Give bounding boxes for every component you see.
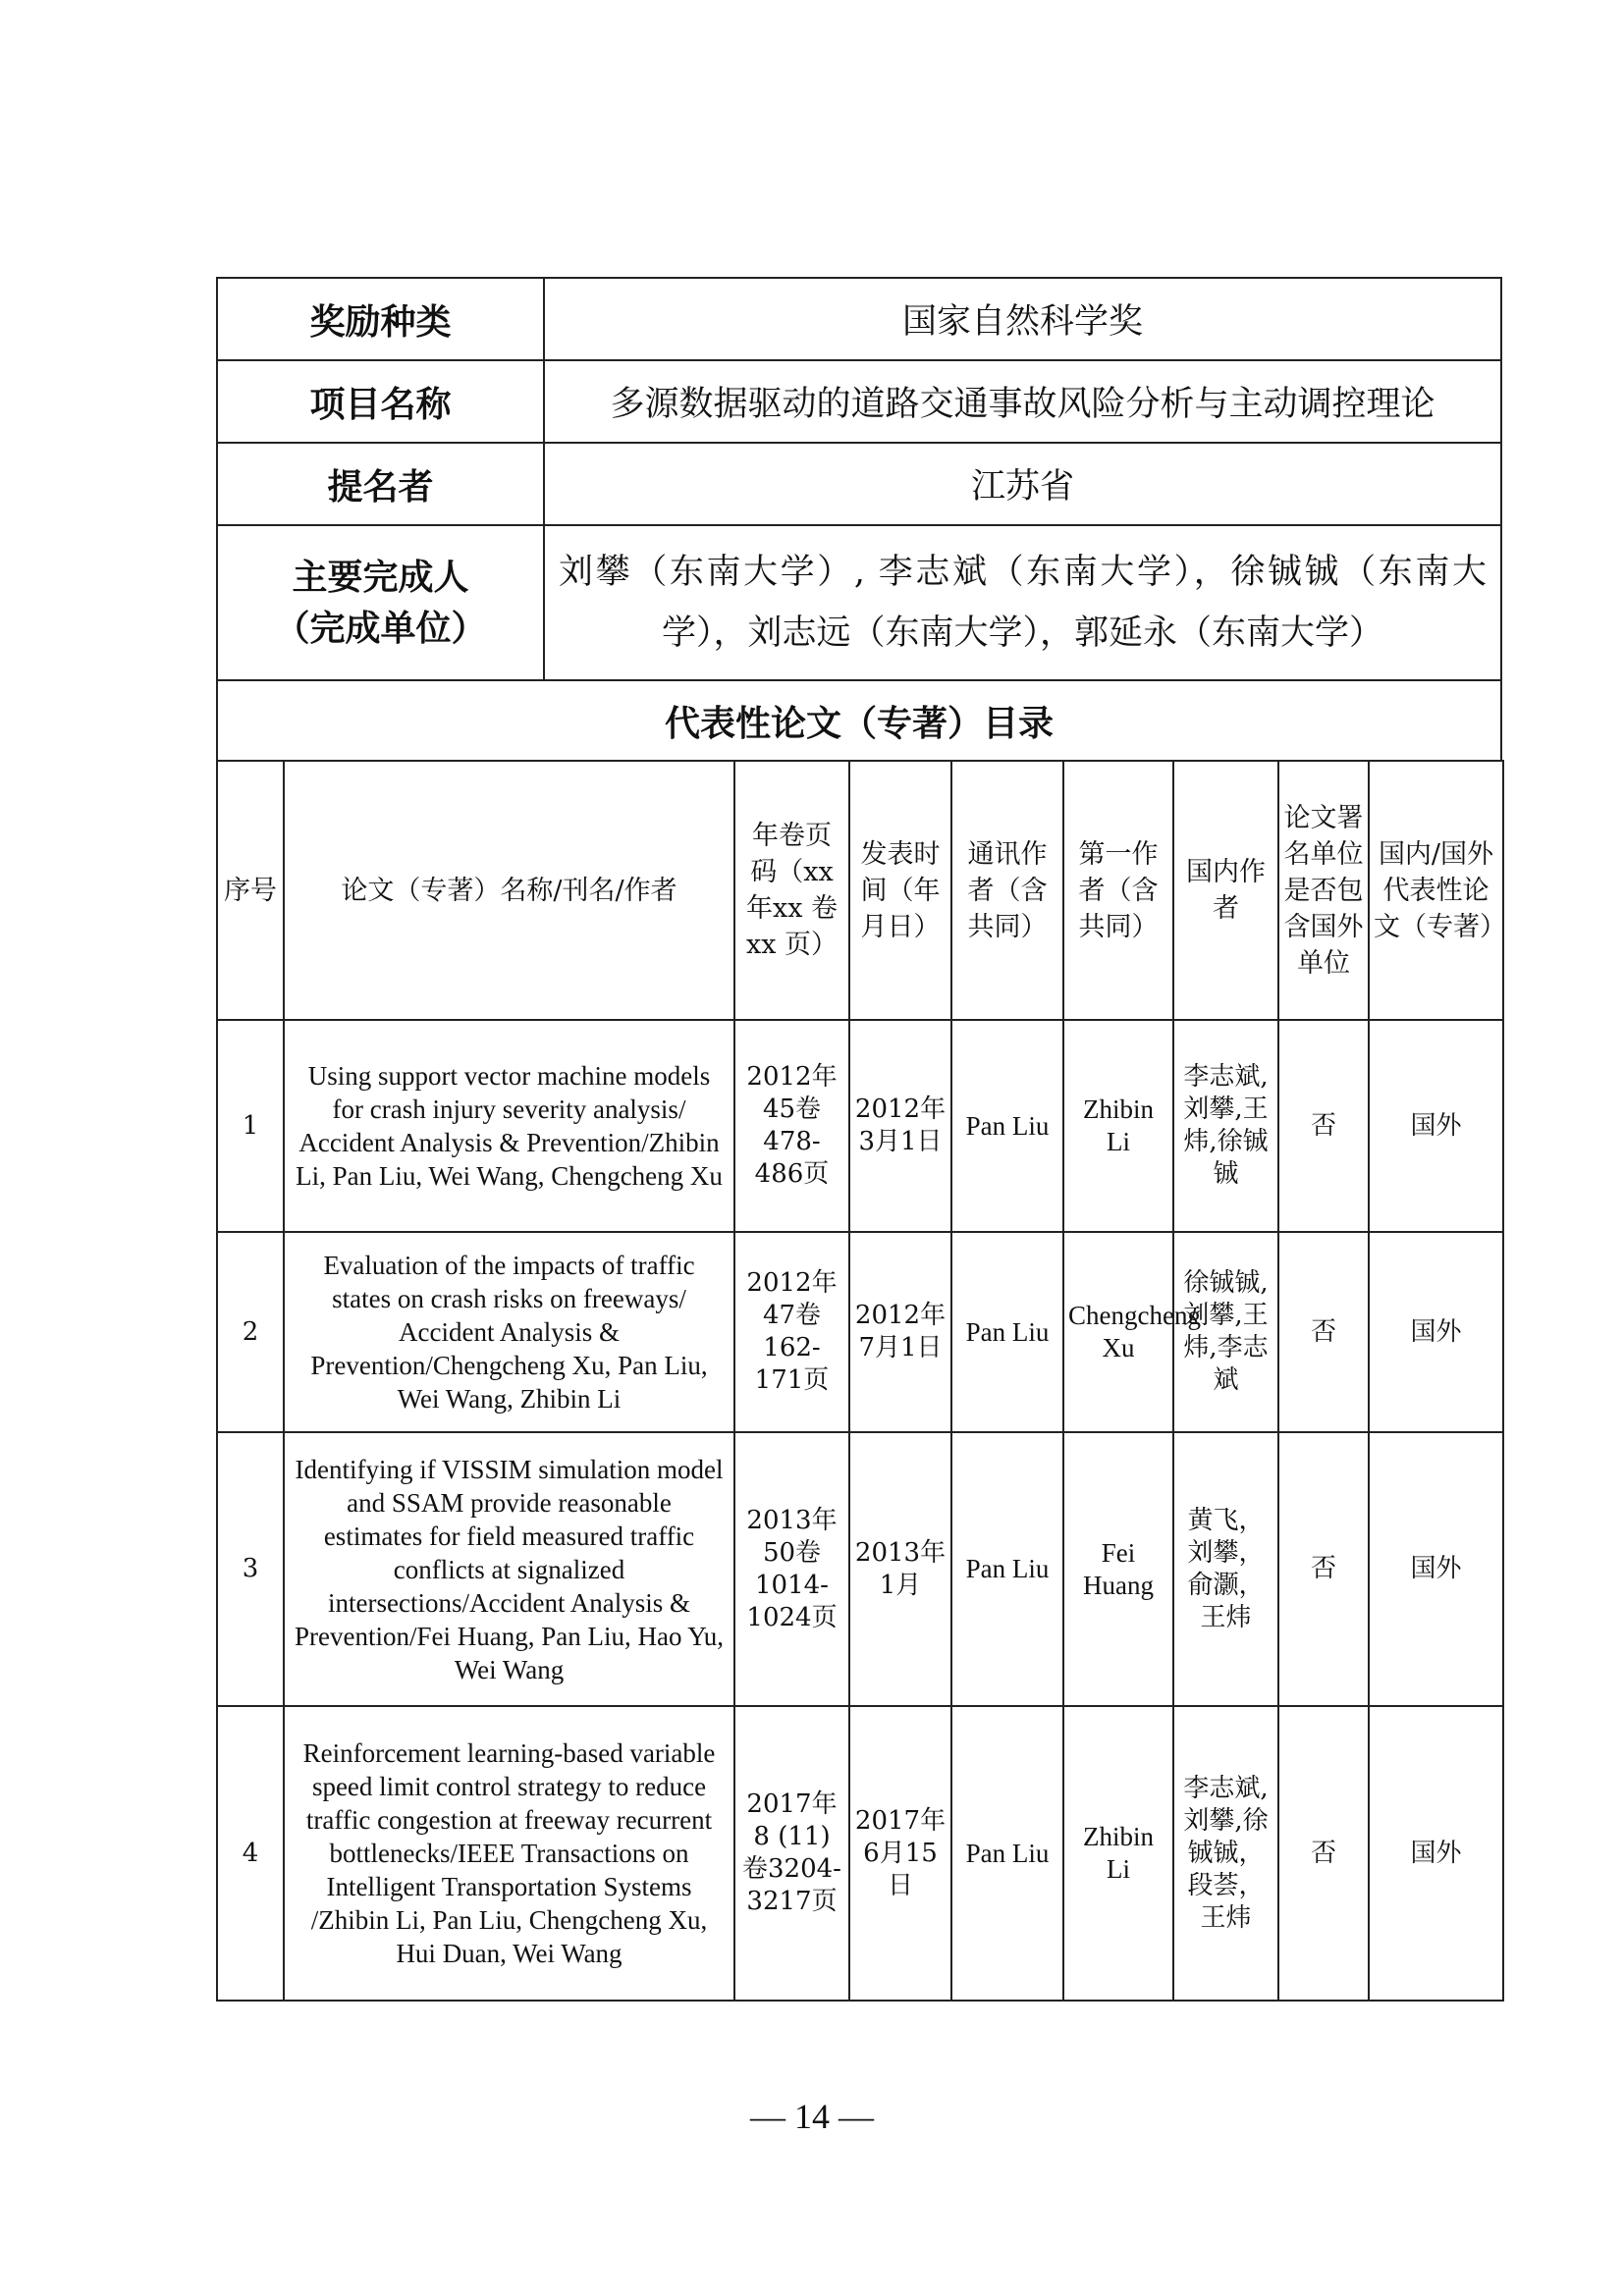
award-type-row — [217, 278, 1501, 360]
award-type-label: 奖励种类 — [217, 278, 544, 360]
header-corresponding: 通讯作者（含共同） — [951, 761, 1063, 1020]
header-title: 论文（专著）名称/刊名/作者 — [284, 761, 734, 1020]
paper-title: Identifying if VISSIM simulation model and SSAM provide reasonable estimates for field measured traffic conflicts at signalized intersections/Accident Analysis & Prevention/Fei Huang, Pan Liu, Hao Yu, Wei Wang — [284, 1432, 734, 1706]
paper-category: 国外 — [1369, 1232, 1503, 1432]
paper-first-author: Zhibin Li — [1063, 1706, 1173, 2001]
paper-foreign-unit: 否 — [1278, 1020, 1369, 1232]
papers-section-title: 代表性论文（专著）目录 — [217, 680, 1501, 761]
main-persons-label-line1: 主要完成人 — [292, 557, 469, 598]
project-info-table — [216, 277, 1502, 762]
paper-no: 1 — [217, 1020, 284, 1232]
header-category: 国内/国外代表性论文（专著） — [1369, 761, 1503, 1020]
table-row — [217, 1020, 1503, 1232]
papers-header-row — [217, 761, 1503, 1020]
papers-table — [216, 760, 1504, 2002]
paper-title: Evaluation of the impacts of traffic states on crash risks on freeways/ Accident Analysis & Prevention/Chengcheng Xu, Pan Liu, Wei Wang, Zhibin Li — [284, 1232, 734, 1432]
paper-category: 国外 — [1369, 1020, 1503, 1232]
paper-corresponding: Pan Liu — [951, 1432, 1063, 1706]
table-row — [217, 1232, 1503, 1432]
paper-foreign-unit: 否 — [1278, 1706, 1369, 2001]
paper-foreign-unit: 否 — [1278, 1232, 1369, 1432]
main-persons-value: 刘攀（东南大学）, 李志斌（东南大学），徐铖铖（东南大学），刘志远（东南大学），郭延永（东南大学） — [544, 525, 1501, 680]
paper-no: 3 — [217, 1432, 284, 1706]
papers-section-row — [217, 680, 1501, 761]
paper-date: 2012年7月1日 — [849, 1232, 951, 1432]
paper-domestic-authors: 徐铖铖,刘攀,王炜,李志斌 — [1173, 1232, 1278, 1432]
header-foreign-unit: 论文署名单位是否包含国外单位 — [1278, 761, 1369, 1020]
award-type-value: 国家自然科学奖 — [544, 278, 1501, 360]
main-persons-label — [217, 525, 544, 680]
paper-category: 国外 — [1369, 1432, 1503, 1706]
paper-volume: 2017年8 (11) 卷3204-3217页 — [734, 1706, 849, 2001]
project-name-value: 多源数据驱动的道路交通事故风险分析与主动调控理论 — [544, 360, 1501, 443]
header-date: 发表时间（年月日） — [849, 761, 951, 1020]
table-row — [217, 1432, 1503, 1706]
paper-first-author: Chengcheng Xu — [1063, 1232, 1173, 1432]
paper-first-author: Fei Huang — [1063, 1432, 1173, 1706]
paper-title: Reinforcement learning-based variable speed limit control strategy to reduce traffic congestion at freeway recurrent bottlenecks/IEEE Transactions on Intelligent Transportation Systems /Zhibin Li, Pan Liu, Chengcheng Xu, Hui Duan, Wei Wang — [284, 1706, 734, 2001]
page-number: — 14 — — [750, 2097, 874, 2136]
paper-domestic-authors: 黄飞，刘攀，俞灏，王炜 — [1173, 1432, 1278, 1706]
paper-corresponding: Pan Liu — [951, 1706, 1063, 2001]
paper-title: Using support vector machine models for crash injury severity analysis/ Accident Analysis & Prevention/Zhibin Li, Pan Liu, Wei Wang, Chengcheng Xu — [284, 1020, 734, 1232]
nominator-label: 提名者 — [217, 443, 544, 525]
paper-domestic-authors: 李志斌,刘攀,王炜,徐铖铖 — [1173, 1020, 1278, 1232]
paper-date: 2017年6月15日 — [849, 1706, 951, 2001]
paper-no: 4 — [217, 1706, 284, 2001]
paper-first-author: Zhibin Li — [1063, 1020, 1173, 1232]
header-volume: 年卷页码（xx年xx 卷 xx 页） — [734, 761, 849, 1020]
paper-date: 2013年1月 — [849, 1432, 951, 1706]
nominator-value: 江苏省 — [544, 443, 1501, 525]
header-no: 序号 — [217, 761, 284, 1020]
header-domestic-authors: 国内作者 — [1173, 761, 1278, 1020]
table-row — [217, 1706, 1503, 2001]
paper-category: 国外 — [1369, 1706, 1503, 2001]
paper-volume: 2013年50卷1014-1024页 — [734, 1432, 849, 1706]
paper-corresponding: Pan Liu — [951, 1020, 1063, 1232]
paper-domestic-authors: 李志斌,刘攀,徐铖铖，段荟，王炜 — [1173, 1706, 1278, 2001]
paper-date: 2012年3月1日 — [849, 1020, 951, 1232]
nominator-row — [217, 443, 1501, 525]
paper-foreign-unit: 否 — [1278, 1432, 1369, 1706]
main-persons-label-line2: （完成单位） — [274, 608, 487, 649]
main-persons-row — [217, 525, 1501, 680]
paper-no: 2 — [217, 1232, 284, 1432]
header-first-author: 第一作者（含共同） — [1063, 761, 1173, 1020]
paper-volume: 2012年45卷478-486页 — [734, 1020, 849, 1232]
project-name-row — [217, 360, 1501, 443]
award-form — [216, 277, 1506, 2002]
project-name-label: 项目名称 — [217, 360, 544, 443]
paper-corresponding: Pan Liu — [951, 1232, 1063, 1432]
paper-volume: 2012年47卷162-171页 — [734, 1232, 849, 1432]
